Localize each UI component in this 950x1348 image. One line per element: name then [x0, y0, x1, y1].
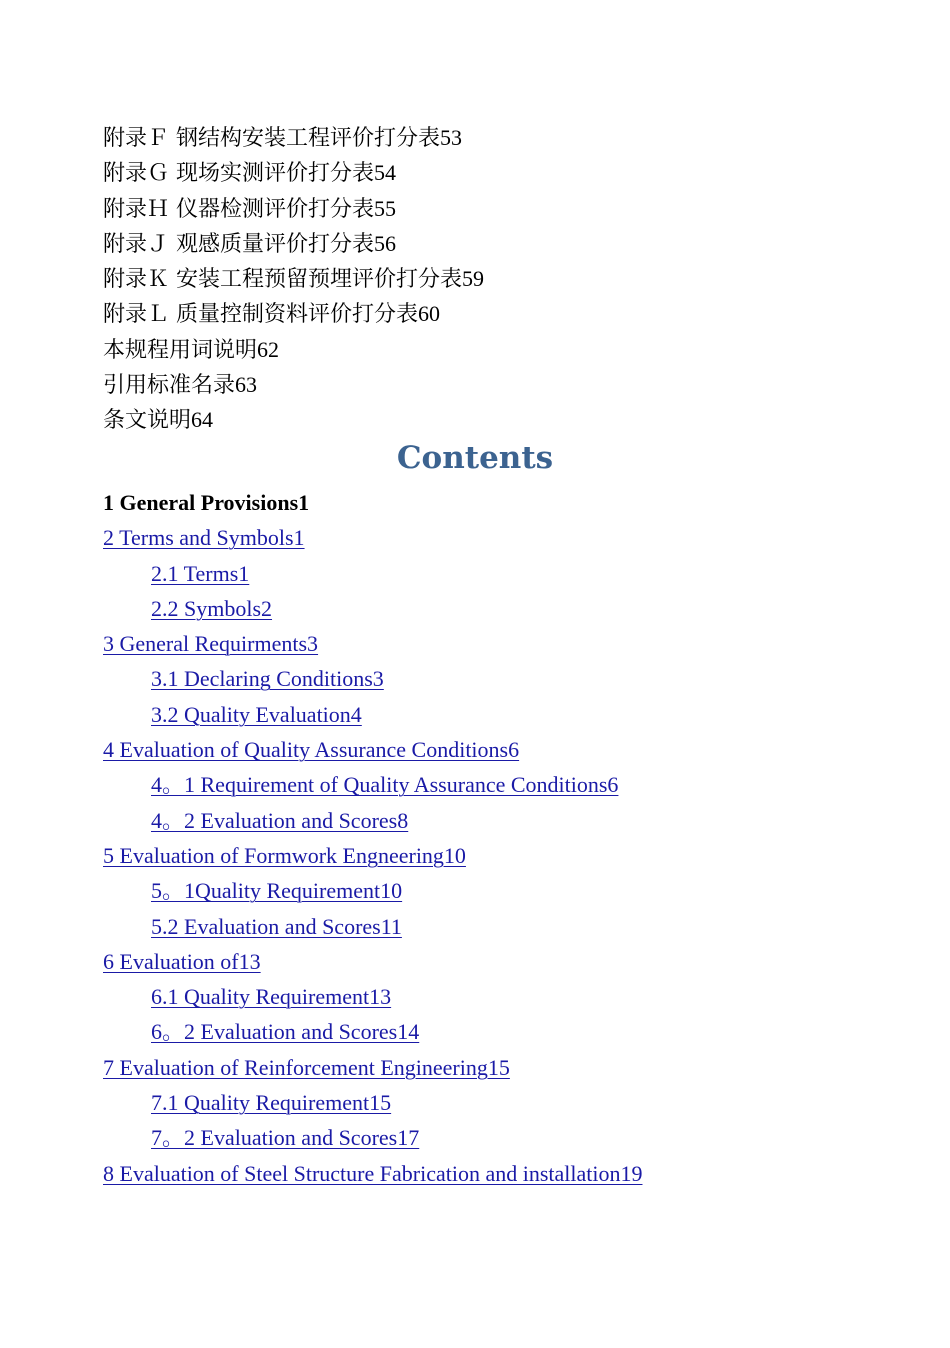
toc-entry	[103, 979, 923, 1014]
appendix-title: 引用标准名录	[103, 373, 236, 399]
toc-entry	[103, 556, 923, 591]
toc-link[interactable]: 2.2 Symbols2	[151, 595, 273, 621]
appendix-entry	[103, 296, 903, 331]
appendix-entry	[103, 191, 903, 226]
toc-entry	[103, 803, 923, 838]
toc-entry	[103, 944, 923, 979]
page-number: 54	[374, 160, 396, 186]
toc-entry	[103, 1120, 923, 1155]
toc-entry	[103, 485, 923, 520]
toc-entry	[103, 909, 923, 944]
toc-link[interactable]: 5 Evaluation of Formwork Engneering10	[103, 842, 466, 868]
page-number: 60	[418, 301, 440, 327]
appendix-entry	[103, 332, 903, 367]
page-number: 63	[235, 372, 258, 398]
appendix-title: 附录Ｆ 钢结构安装工程评价打分表	[103, 126, 440, 151]
toc-entry	[103, 1156, 923, 1191]
toc-entry	[103, 1085, 923, 1120]
page-number: 53	[440, 125, 462, 150]
appendix-entry	[103, 226, 903, 261]
toc-entry	[103, 1050, 923, 1085]
appendix-title: 附录Ｋ 安装工程预留预埋评价打分表	[103, 267, 462, 293]
page-number: 59	[462, 266, 484, 292]
toc-entry	[103, 661, 923, 696]
toc-link[interactable]: 3.2 Quality Evaluation4	[151, 701, 362, 727]
toc-entry	[103, 838, 923, 873]
toc-link[interactable]: 4 Evaluation of Quality Assurance Conditions6	[103, 737, 520, 763]
appendix-title: 附录Ｈ 仪器检测评价打分表	[103, 196, 374, 222]
contents-heading: Contents	[396, 440, 554, 476]
table-of-contents	[103, 485, 923, 1191]
toc-link[interactable]: 4。2 Evaluation and Scores8	[151, 807, 409, 833]
toc-link[interactable]: 6 Evaluation of13	[103, 948, 261, 974]
toc-link[interactable]: 2 Terms and Symbols1	[103, 525, 305, 551]
toc-link[interactable]: 6.1 Quality Requirement13	[151, 984, 392, 1010]
toc-link[interactable]: 5.2 Evaluation and Scores11	[151, 913, 402, 939]
toc-entry	[103, 732, 923, 767]
toc-entry	[103, 591, 923, 626]
page-number: 64	[191, 407, 214, 433]
toc-link[interactable]: 6。2 Evaluation and Scores14	[151, 1019, 420, 1045]
page-number: 56	[374, 230, 396, 256]
toc-link[interactable]: 7。2 Evaluation and Scores17	[151, 1125, 420, 1151]
appendix-entry	[103, 120, 903, 155]
appendix-title: 附录Ｌ 质量控制资料评价打分表	[103, 302, 418, 328]
toc-link[interactable]: 3 General Requirments3	[103, 631, 319, 657]
toc-entry	[103, 520, 923, 555]
appendix-title: 条文说明	[103, 408, 192, 434]
toc-link[interactable]: 3.1 Declaring Conditions3	[151, 666, 384, 692]
toc-link[interactable]: 5。1Quality Requirement10	[151, 878, 403, 904]
appendix-entry	[103, 261, 903, 296]
toc-entry	[103, 626, 923, 661]
appendix-entry	[103, 367, 903, 402]
appendix-list	[103, 120, 903, 438]
toc-link[interactable]: 7.1 Quality Requirement15	[151, 1090, 392, 1116]
toc-entry	[103, 873, 923, 908]
appendix-entry	[103, 402, 903, 437]
toc-link[interactable]: 2.1 Terms1	[151, 560, 250, 586]
appendix-title: 附录Ｇ 现场实测评价打分表	[103, 161, 374, 187]
toc-entry	[103, 1014, 923, 1049]
appendix-entry	[103, 155, 903, 190]
toc-link[interactable]: 7 Evaluation of Reinforcement Engineering15	[103, 1054, 510, 1080]
page-number: 62	[257, 336, 280, 362]
toc-entry	[103, 767, 923, 802]
toc-text: 1 General Provisions1	[103, 490, 310, 515]
appendix-title: 附录Ｊ 观感质量评价打分表	[103, 231, 374, 257]
toc-entry	[103, 697, 923, 732]
toc-link[interactable]: 8 Evaluation of Steel Structure Fabrication and installation19	[103, 1160, 643, 1186]
appendix-title: 本规程用词说明	[103, 337, 258, 363]
page-number: 55	[374, 195, 396, 221]
toc-link[interactable]: 4。1 Requirement of Quality Assurance Conditions6	[151, 772, 619, 798]
